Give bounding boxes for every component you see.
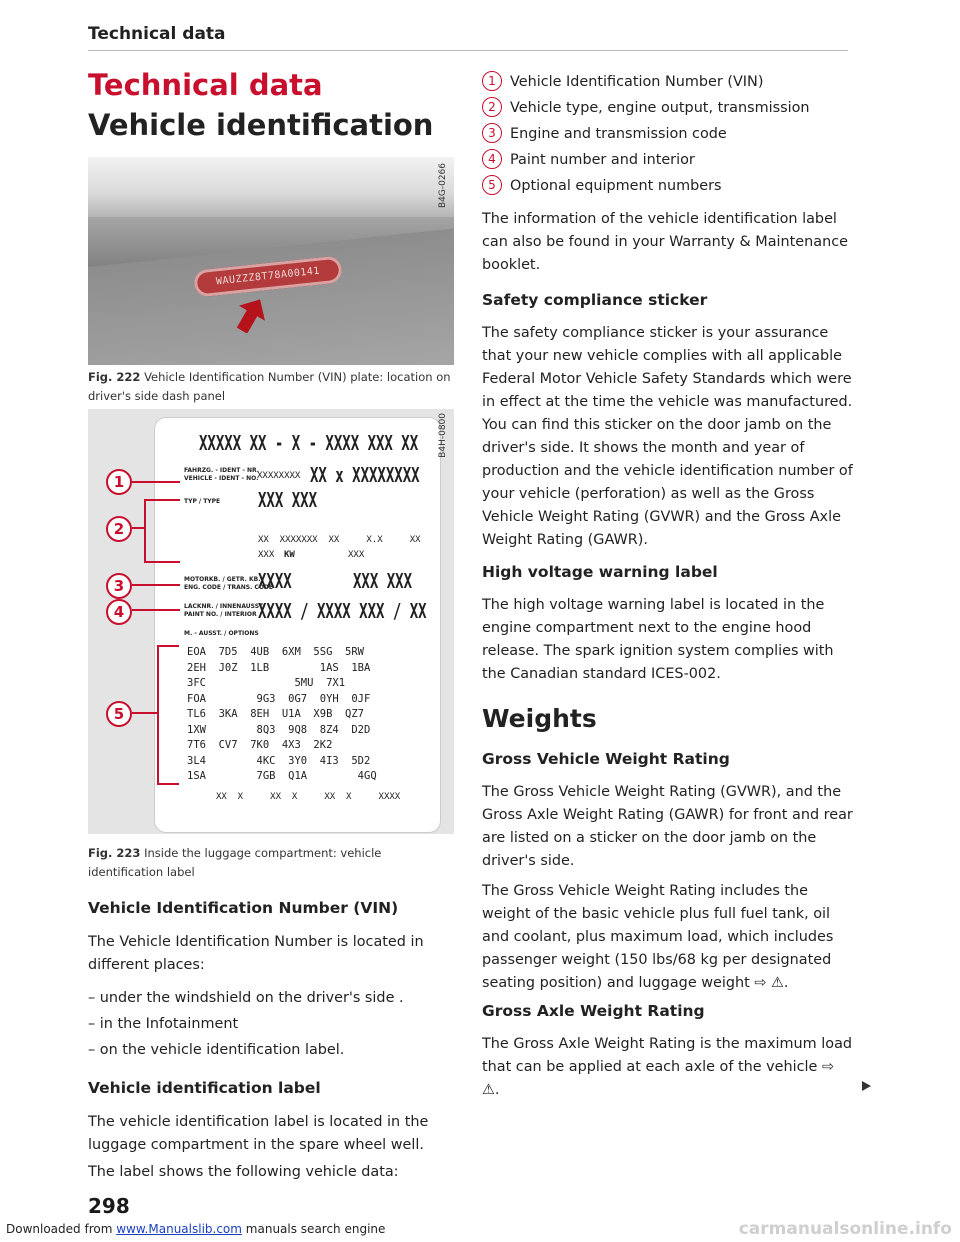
label-vin-value: XX x XXXXXXXX — [310, 463, 420, 487]
legend-number: 1 — [482, 71, 502, 91]
label-transmission-value: XXX — [348, 550, 365, 560]
figure-caption-2 — [88, 844, 454, 882]
callout-3: 3 — [106, 573, 132, 599]
label-header-row: XXXXX XX - X - XXXX XXX XX — [199, 431, 419, 455]
callout-2-bracket — [144, 499, 146, 563]
weights-heading: Weights — [482, 704, 597, 733]
label-output-value: XXX — [258, 550, 275, 560]
legend-number: 5 — [482, 175, 502, 195]
legend-item-4 — [482, 149, 852, 172]
figure-code: B4G-0266 — [438, 163, 448, 209]
label-vin-caption-en: VEHICLE - IDENT - NO. — [184, 475, 259, 482]
hv-paragraph: The high voltage warning label is located in the engine compartment next to the engine hood release. The spark ignition system complies with the Canadian standard ICES-002. — [482, 597, 834, 682]
vin-intro: The Vehicle Identification Number is located in different places: — [88, 934, 424, 973]
legend-text: Optional equipment numbers — [510, 178, 722, 194]
label-paint-caption-de: LACKNR. / INNENAUSST. — [184, 603, 265, 610]
label-engine-caption-en: ENG. CODE / TRANS. CODE — [184, 584, 274, 591]
legend-text: Vehicle Identification Number (VIN) — [510, 74, 764, 90]
gawr-paragraph: The Gross Axle Weight Rating is the maximum load that can be applied at each axle of the vehicle ⇨ ⚠. — [482, 1036, 853, 1098]
footer-watermark: carmanualsonline.info — [738, 1219, 952, 1239]
label-paint-caption-en: PAINT NO. / INTERIOR — [184, 611, 257, 618]
footer-suffix: manuals search engine — [245, 1222, 386, 1236]
page-number: 298 — [88, 1194, 130, 1218]
hv-heading: High voltage warning label — [482, 563, 718, 581]
vin-bullet-1: – under the windshield on the driver's side . — [88, 990, 404, 1006]
dash-panel — [88, 226, 454, 365]
gvwr-paragraph-1: The Gross Vehicle Weight Rating (GVWR), and the Gross Axle Weight Rating (GAWR) for front and rear are listed on a sticker on the door jamb on the driver's side. — [482, 784, 853, 869]
page-title: Technical data — [88, 68, 323, 102]
label-type-details: XX XXXXXXX XX X.X XX — [258, 535, 421, 545]
gvwr-heading: Gross Vehicle Weight Rating — [482, 750, 730, 768]
callout-5-leader — [132, 712, 158, 714]
callout-4: 4 — [106, 599, 132, 625]
figure-caption-text-2: Inside the luggage compartment: vehicle identification label — [88, 846, 382, 879]
label-vin-caption-de: FAHRZG. - IDENT - NR. — [184, 467, 260, 474]
legend-text: Engine and transmission code — [510, 126, 727, 142]
section-title: Vehicle identification — [88, 108, 434, 142]
footer-link[interactable]: www.Manualslib.com — [116, 1222, 242, 1236]
figure-caption-text: Vehicle Identification Number (VIN) plate: location on driver's side dash panel — [88, 370, 451, 403]
safety-paragraph: The safety compliance sticker is your assurance that your new vehicle complies with all applicable Federal Motor Vehicle Safety Standards which were in effect at the time the vehicle was manufactured. You can find this sticker on the door jamb on the driver's side. It shows the month and year of production and the vehicle identification number of your vehicle (perforation) as well as the Gross Vehicle Weight Rating (GVWR) and the Gross Axle Weight Rating (GAWR). — [482, 325, 853, 548]
figure-caption — [88, 368, 454, 406]
legend-text: Vehicle type, engine output, transmission — [510, 100, 810, 116]
legend-number: 3 — [482, 123, 502, 143]
label-type-caption: TYP / TYPE — [184, 498, 221, 505]
vin-heading: Vehicle Identification Number (VIN) — [88, 899, 399, 917]
label-footer-row: XX X XX X XX X XXXX — [216, 792, 401, 802]
figure-number-2: Fig. 223 — [88, 846, 141, 860]
legend-item-5 — [482, 175, 852, 198]
vin-bullet-3: – on the vehicle identification label. — [88, 1042, 345, 1058]
header-rule — [88, 50, 848, 51]
legend-item-3 — [482, 123, 852, 146]
callout-5-bracket-bottom — [157, 783, 179, 785]
callout-5-bracket-top — [157, 645, 179, 647]
callout-3-leader — [132, 584, 180, 586]
callout-4-leader — [132, 609, 180, 611]
legend-text: Paint number and interior — [510, 152, 695, 168]
pointer-arrow-icon — [236, 297, 266, 333]
vin-plate: WAUZZZ8T78A00141 — [193, 255, 343, 297]
label-engine-code: XXXX — [258, 569, 292, 593]
vehicle-id-label-figure — [88, 409, 454, 834]
legend-number: 2 — [482, 97, 502, 117]
callout-1: 1 — [106, 469, 132, 495]
footer-source — [6, 1222, 385, 1236]
figure-number: Fig. 222 — [88, 370, 141, 384]
callout-5-bracket — [157, 645, 159, 785]
callout-2-bracket-bottom — [144, 561, 180, 563]
label-output-unit: KW — [284, 550, 295, 560]
label-paragraph-1: The vehicle identification label is located in the luggage compartment in the spare wheel well. — [88, 1114, 429, 1153]
info-paragraph: The information of the vehicle identification label can also be found in your Warranty & Maintenance booklet. — [482, 211, 848, 273]
callout-5: 5 — [106, 701, 132, 727]
gawr-heading: Gross Axle Weight Rating — [482, 1002, 705, 1020]
callout-2: 2 — [106, 516, 132, 542]
callout-1-leader — [132, 481, 180, 483]
legend-number: 4 — [482, 149, 502, 169]
label-options-caption: M. - AUSST. / OPTIONS — [184, 630, 259, 637]
vin-plate-photo — [88, 157, 454, 365]
label-transmission-code: XXX XXX — [353, 569, 413, 593]
label-paragraph-2: The label shows the following vehicle data: — [88, 1164, 399, 1180]
label-paint-value: XXXX / XXXX XXX / XX — [258, 599, 427, 623]
legend-item-2 — [482, 97, 852, 120]
vin-bullet-2: – in the Infotainment — [88, 1016, 239, 1032]
callout-2-bracket-top — [144, 499, 180, 501]
gvwr-paragraph-2: The Gross Vehicle Weight Rating includes the weight of the basic vehicle plus full fuel tank, oil and coolant, plus maximum load, which includes passenger weight (150 lbs/68 kg per designated seating position) and luggage weight ⇨ ⚠. — [482, 883, 834, 991]
windshield-area — [88, 157, 454, 217]
footer-prefix: Downloaded from — [6, 1222, 113, 1236]
safety-heading: Safety compliance sticker — [482, 291, 708, 309]
label-vin-prefix: XXXXXXXX — [257, 471, 301, 481]
label-type-value: XXX XXX — [258, 488, 318, 512]
label-options-grid: EOA 7D5 4UB 6XM 5SG 5RW 2EH J0Z 1LB 1AS 1BA 3FC 5MU 7X1 FOA 9G3 0G7 0YH 0JF TL6 3KA 8EH U1A X9B QZ7 1XW 8Q3 9Q8 8Z4 D2D 7T6 CV7 7K0 4X3 2K2 3L4 4KC 3Y0 4I3 5D2 1SA 7GB Q1A 4GQ — [187, 646, 377, 782]
label-engine-caption-de: MOTORKB. / GETR. KB. — [184, 576, 261, 583]
label-heading: Vehicle identification label — [88, 1079, 321, 1097]
continue-arrow-icon — [862, 1081, 871, 1091]
footer-bar — [0, 1219, 960, 1242]
figure-code-2: B4H-0800 — [438, 413, 448, 458]
running-header: Technical data — [88, 24, 226, 44]
legend-item-1 — [482, 71, 852, 94]
